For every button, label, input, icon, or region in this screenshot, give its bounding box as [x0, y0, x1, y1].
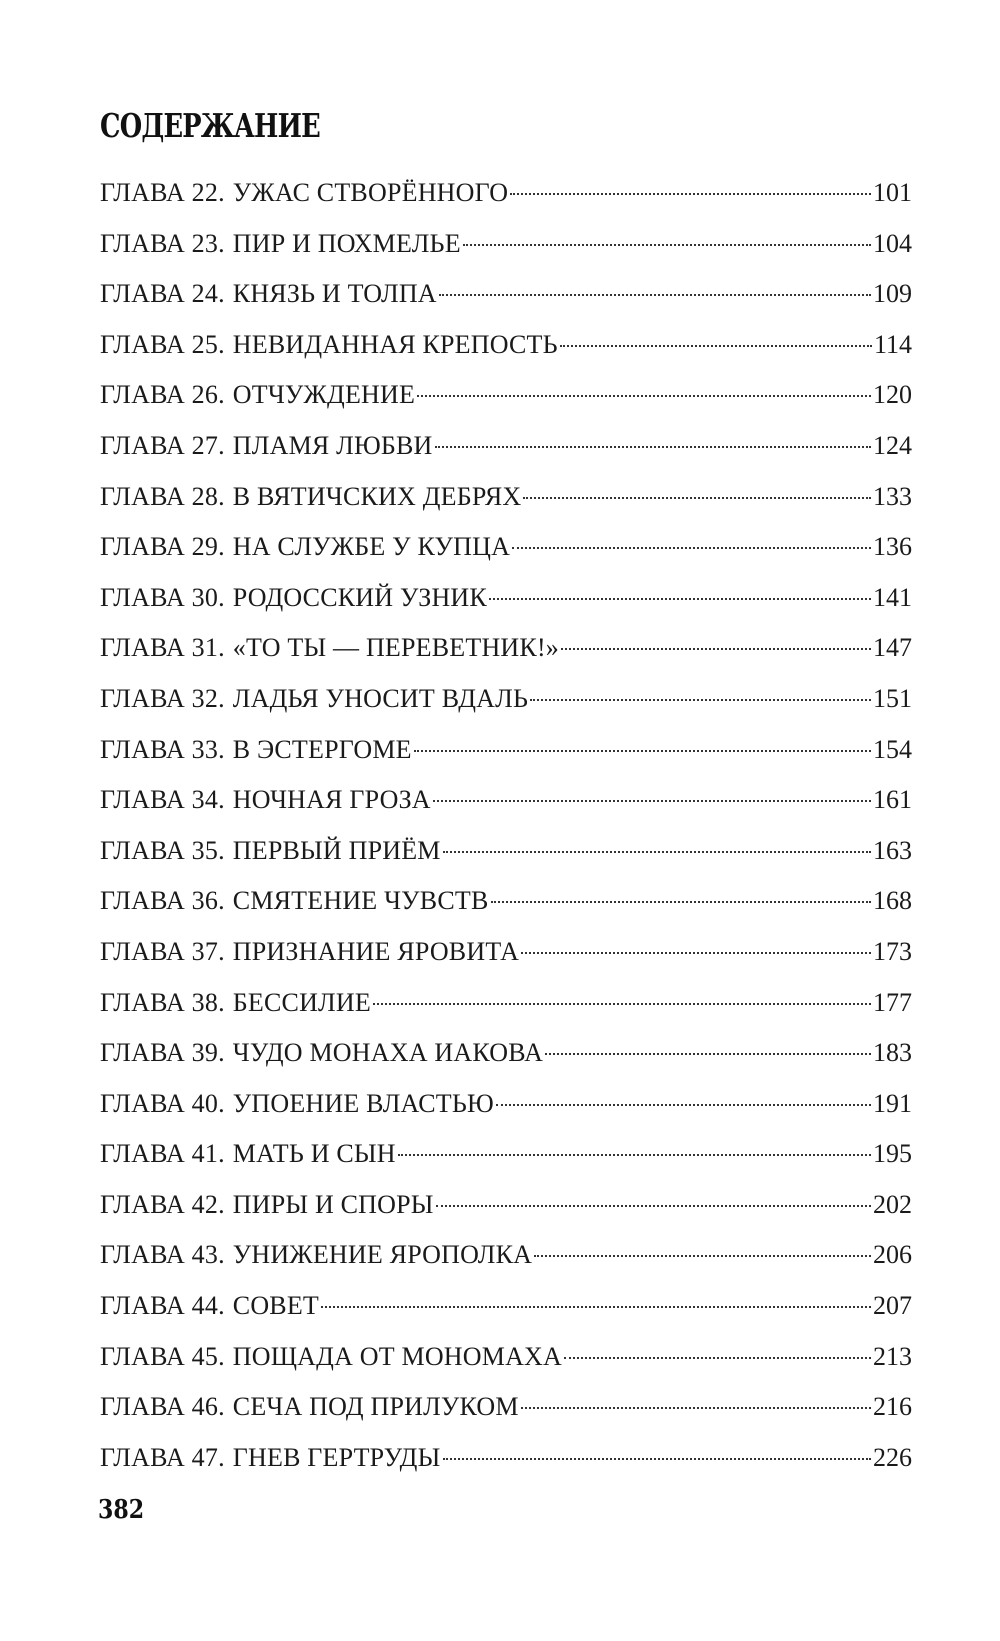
toc-entry-25 [100, 1382, 912, 1433]
toc-chapter-title: В ВЯТИЧСКИХ ДЕБРЯХ [232, 481, 522, 511]
toc-page-number: 183 [873, 1038, 912, 1068]
toc-entry-title [100, 1028, 543, 1078]
toc-chapter-title: ПИРЫ И СПОРЫ [232, 1189, 434, 1219]
toc-chapter-title: ЧУДО МОНАХА ИАКОВА [232, 1038, 544, 1068]
toc-page-number: 120 [873, 380, 912, 410]
toc-chapter-number: ГЛАВА 25. [100, 329, 225, 359]
toc-chapter-title: ПРИЗНАНИЕ ЯРОВИТА [232, 936, 520, 966]
toc-page-number: 141 [873, 582, 912, 612]
toc-entry-11 [100, 674, 912, 725]
toc-entry-title [100, 674, 528, 724]
toc-chapter-title: КНЯЗЬ И ТОЛПА [232, 279, 437, 309]
toc-page-number: 101 [873, 178, 912, 207]
toc-entry-24 [100, 1332, 912, 1383]
toc-chapter-number: ГЛАВА 40. [100, 1088, 225, 1118]
toc-dot-leader [414, 750, 871, 752]
toc-page-number: 177 [873, 987, 912, 1017]
toc-entry-title [100, 370, 415, 420]
toc-dot-leader [534, 1255, 871, 1257]
toc-page-number: 136 [873, 532, 912, 562]
toc-dot-leader [521, 952, 871, 954]
toc-page-number: 163 [873, 835, 912, 865]
toc-entry-3 [100, 269, 912, 320]
toc-chapter-title: ПЛАМЯ ЛЮБВИ [232, 430, 433, 460]
toc-dot-leader [521, 1407, 871, 1409]
toc-chapter-title: БЕССИЛИЕ [232, 987, 371, 1017]
toc-chapter-title: УПОЕНИЕ ВЛАСТЬЮ [232, 1088, 494, 1118]
toc-dot-leader [443, 1458, 872, 1460]
toc-chapter-number: ГЛАВА 32. [100, 683, 225, 713]
toc-entry-21 [100, 1180, 912, 1231]
toc-chapter-number: ГЛАВА 45. [100, 1341, 225, 1371]
toc-entry-26 [100, 1433, 912, 1484]
toc-chapter-number: ГЛАВА 42. [100, 1189, 225, 1219]
toc-entry-title [100, 1382, 519, 1432]
toc-dot-leader [373, 1003, 871, 1005]
toc-dot-leader [463, 244, 871, 246]
toc-entry-10 [100, 623, 912, 674]
toc-dot-leader [436, 1205, 871, 1207]
toc-entry-title [100, 421, 433, 471]
toc-chapter-title: ПЕРВЫЙ ПРИЁМ [232, 835, 441, 865]
toc-entry-title [100, 320, 558, 370]
toc-dot-leader [491, 901, 872, 903]
toc-chapter-title: РОДОССКИЙ УЗНИК [232, 582, 487, 612]
toc-entry-title [100, 876, 489, 926]
toc-entry-1 [100, 168, 912, 219]
toc-chapter-title: МАТЬ И СЫН [232, 1139, 396, 1169]
toc-entry-22 [100, 1230, 912, 1281]
toc-dot-leader [530, 699, 871, 701]
toc-entry-title [100, 472, 521, 522]
page-title: СОДЕРЖАНИЕ [100, 106, 320, 145]
toc-dot-leader [417, 395, 871, 397]
toc-chapter-title: УНИЖЕНИЕ ЯРОПОЛКА [232, 1240, 533, 1270]
toc-chapter-title: УЖАС СТВОРЁННОГО [232, 178, 509, 207]
toc-page-number: 195 [873, 1139, 912, 1169]
toc-page-number: 191 [873, 1088, 912, 1118]
toc-page-number: 161 [873, 785, 912, 815]
toc-entry-18 [100, 1028, 912, 1079]
toc-entry-14 [100, 826, 912, 877]
table-of-contents [100, 168, 912, 1483]
toc-chapter-number: ГЛАВА 33. [100, 734, 225, 764]
toc-entry-title [100, 927, 519, 977]
toc-chapter-number: ГЛАВА 43. [100, 1240, 225, 1270]
toc-entry-23 [100, 1281, 912, 1332]
toc-chapter-number: ГЛАВА 41. [100, 1139, 225, 1169]
toc-entry-7 [100, 472, 912, 523]
toc-chapter-number: ГЛАВА 44. [100, 1291, 225, 1321]
toc-chapter-number: ГЛАВА 36. [100, 886, 225, 916]
toc-entry-title [100, 269, 437, 319]
toc-chapter-number: ГЛАВА 30. [100, 582, 225, 612]
toc-chapter-number: ГЛАВА 37. [100, 936, 225, 966]
toc-page-number: 226 [873, 1442, 912, 1472]
toc-entry-16 [100, 927, 912, 978]
toc-entry-13 [100, 775, 912, 826]
toc-dot-leader [489, 598, 871, 600]
toc-entry-title [100, 1433, 441, 1483]
toc-page-number: 124 [873, 430, 912, 460]
toc-page-number: 104 [873, 228, 912, 258]
toc-entry-8 [100, 522, 912, 573]
toc-chapter-title: НОЧНАЯ ГРОЗА [232, 785, 431, 815]
toc-dot-leader [435, 446, 871, 448]
toc-entry-title [100, 219, 461, 269]
toc-entry-5 [100, 370, 912, 421]
folio-page-number: 382 [98, 1495, 145, 1525]
toc-dot-leader [439, 294, 871, 296]
toc-entry-19 [100, 1079, 912, 1130]
toc-chapter-number: ГЛАВА 46. [100, 1392, 225, 1422]
toc-page-number: 109 [873, 279, 912, 309]
toc-entry-17 [100, 978, 912, 1029]
toc-chapter-number: ГЛАВА 47. [100, 1442, 225, 1472]
toc-chapter-number: ГЛАВА 28. [100, 481, 225, 511]
toc-entry-15 [100, 876, 912, 927]
toc-page-number: 168 [873, 886, 912, 916]
toc-entry-title [100, 1180, 434, 1230]
toc-dot-leader [523, 497, 871, 499]
toc-page-number: 173 [873, 936, 912, 966]
toc-chapter-number: ГЛАВА 27. [100, 430, 225, 460]
toc-chapter-title: СМЯТЕНИЕ ЧУВСТВ [232, 886, 489, 916]
toc-chapter-number: ГЛАВА 29. [100, 532, 225, 562]
toc-chapter-title: В ЭСТЕРГОМЕ [232, 734, 412, 764]
toc-chapter-title: НА СЛУЖБЕ У КУПЦА [232, 532, 511, 562]
toc-dot-leader [496, 1104, 871, 1106]
toc-chapter-number: ГЛАВА 35. [100, 835, 225, 865]
toc-entry-title [100, 1129, 396, 1179]
toc-dot-leader [561, 648, 871, 650]
toc-page-number: 207 [873, 1291, 912, 1321]
toc-entry-20 [100, 1129, 912, 1180]
toc-dot-leader [321, 1306, 871, 1308]
toc-page-number: 154 [873, 734, 912, 764]
toc-page-number: 206 [873, 1240, 912, 1270]
toc-page-number: 133 [873, 481, 912, 511]
toc-chapter-number: ГЛАВА 31. [100, 633, 225, 663]
toc-dot-leader [510, 193, 871, 195]
toc-dot-leader [398, 1154, 871, 1156]
toc-dot-leader [512, 547, 871, 549]
toc-entry-4 [100, 320, 912, 371]
toc-chapter-title: ЛАДЬЯ УНОСИТ ВДАЛЬ [232, 683, 529, 713]
toc-entry-title [100, 1332, 562, 1382]
toc-chapter-number: ГЛАВА 34. [100, 785, 225, 815]
toc-entry-9 [100, 573, 912, 624]
toc-dot-leader [560, 345, 872, 347]
toc-chapter-number: ГЛАВА 23. [100, 228, 225, 258]
toc-page-number: 147 [873, 633, 912, 663]
toc-page-number: 202 [873, 1189, 912, 1219]
toc-dot-leader [564, 1357, 871, 1359]
toc-entry-title [100, 775, 431, 825]
toc-entry-title [100, 168, 508, 218]
toc-chapter-number: ГЛАВА 39. [100, 1038, 225, 1068]
toc-chapter-title: ПОЩАДА ОТ МОНОМАХА [232, 1341, 563, 1371]
toc-page-number: 216 [873, 1392, 912, 1422]
toc-entry-title [100, 522, 510, 572]
toc-chapter-number: ГЛАВА 38. [100, 987, 225, 1017]
toc-page-number: 213 [873, 1341, 912, 1371]
toc-entry-title [100, 623, 559, 673]
toc-entry-2 [100, 219, 912, 270]
toc-entry-title [100, 573, 487, 623]
toc-chapter-title: ГНЕВ ГЕРТРУДЫ [232, 1442, 441, 1472]
toc-entry-12 [100, 725, 912, 776]
toc-dot-leader [433, 800, 871, 802]
toc-entry-title [100, 725, 412, 775]
toc-chapter-title: СЕЧА ПОД ПРИЛУКОМ [232, 1392, 519, 1422]
toc-page-number: 114 [873, 329, 912, 359]
toc-entry-title [100, 826, 441, 876]
toc-page-number: 151 [873, 683, 912, 713]
toc-chapter-title: ОТЧУЖДЕНИЕ [232, 380, 416, 410]
toc-entry-title [100, 978, 371, 1028]
toc-chapter-title: СОВЕТ [232, 1291, 320, 1321]
toc-chapter-title: ПИР И ПОХМЕЛЬЕ [232, 228, 461, 258]
toc-chapter-title: «ТО ТЫ — ПЕРЕВЕТНИК!» [232, 633, 560, 663]
toc-chapter-title: НЕВИДАННАЯ КРЕПОСТЬ [232, 329, 558, 359]
toc-chapter-number: ГЛАВА 22. [100, 178, 225, 207]
toc-entry-title [100, 1079, 494, 1129]
toc-dot-leader [443, 851, 871, 853]
toc-chapter-number: ГЛАВА 24. [100, 279, 225, 309]
toc-entry-title [100, 1281, 319, 1331]
toc-entry-6 [100, 421, 912, 472]
toc-chapter-number: ГЛАВА 26. [100, 380, 225, 410]
toc-entry-title [100, 1230, 532, 1280]
toc-dot-leader [545, 1053, 871, 1055]
